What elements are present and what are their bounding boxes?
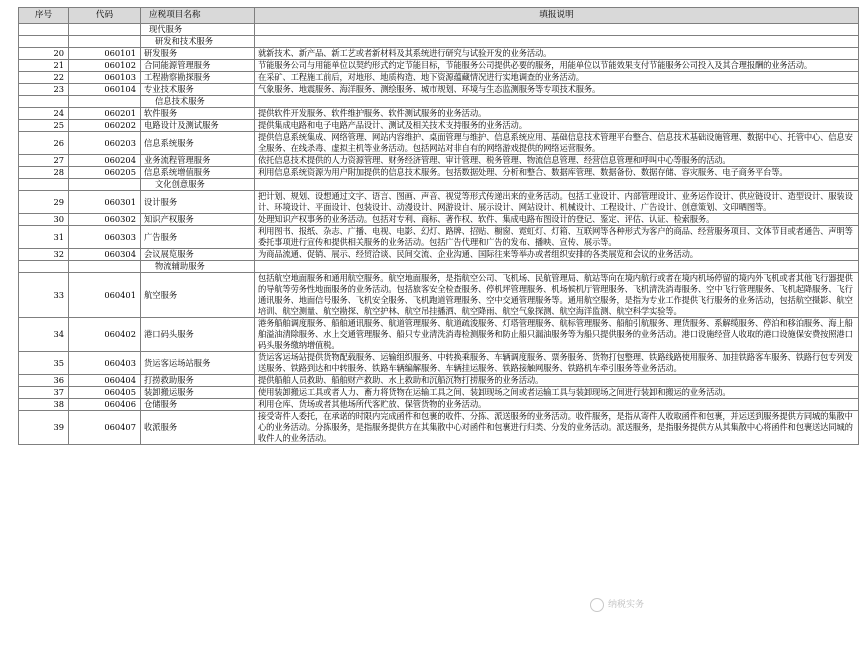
table-row	[19, 249, 859, 261]
desc-cell: 港务船舶调度服务、船舶通讯服务、航道管理服务、航道疏浚服务、灯塔管理服务、航标管理服务、船舶引航服务、理货服务、系解缆服务、停泊和移泊服务、海上船舶溢油清除服务、水上交通管理服务、船只专业清洗消毒检测服务和防止船只漏油服务等为船只提供服务的业务活动。港口设施经营人收取的港口设施保安费按照港口码头服务缴纳增值税。	[255, 318, 859, 352]
table-row	[19, 120, 859, 132]
category-row	[19, 96, 859, 108]
seq-cell	[19, 96, 69, 108]
table-row	[19, 108, 859, 120]
code-cell: 060203	[69, 132, 141, 155]
table-row	[19, 387, 859, 399]
table-row	[19, 411, 859, 445]
code-cell: 060201	[69, 108, 141, 120]
seq-cell: 20	[19, 48, 69, 60]
code-cell: 060401	[69, 273, 141, 318]
code-cell: 060204	[69, 155, 141, 167]
table-row	[19, 273, 859, 318]
table-row	[19, 352, 859, 375]
seq-cell: 39	[19, 411, 69, 445]
item-name-cell: 研发服务	[141, 48, 255, 60]
item-name-cell: 会议展览服务	[141, 249, 255, 261]
seq-cell: 36	[19, 375, 69, 387]
code-cell	[69, 179, 141, 191]
item-name-cell: 设计服务	[141, 191, 255, 214]
desc-cell: 利用图书、报纸、杂志、广播、电视、电影、幻灯、路牌、招贴、橱窗、霓虹灯、灯箱、互联网等各种形式为客户的商品、经营服务项目、文体节目或者通告、声明等委托事项进行宣传和提供相关服务的业务活动。包括广告代理和广告的发布、播映、宣传、展示等。	[255, 226, 859, 249]
seq-cell	[19, 36, 69, 48]
table-row	[19, 191, 859, 214]
code-cell: 060301	[69, 191, 141, 214]
table-row	[19, 226, 859, 249]
code-cell: 060302	[69, 214, 141, 226]
code-cell: 060303	[69, 226, 141, 249]
item-name-cell: 信息系统服务	[141, 132, 255, 155]
desc-cell	[255, 96, 859, 108]
desc-cell: 节能服务公司与用能单位以契约形式约定节能目标，节能服务公司提供必要的服务，用能单位以节能效果支付节能服务公司投入及其合理报酬的业务活动。	[255, 60, 859, 72]
category-name: 文化创意服务	[141, 179, 255, 191]
desc-cell: 利用信息系统资源为用户附加提供的信息技术服务。包括数据处理、分析和整合、数据库管理、数据备份、数据存储、容灾服务、电子商务平台等。	[255, 167, 859, 179]
category-name: 研发和技术服务	[141, 36, 255, 48]
code-cell: 060404	[69, 375, 141, 387]
desc-cell: 就新技术、新产品、新工艺或者新材料及其系统进行研究与试验开发的业务活动。	[255, 48, 859, 60]
table-row	[19, 72, 859, 84]
table-row	[19, 375, 859, 387]
table-header-row	[19, 8, 859, 24]
item-name-cell: 知识产权服务	[141, 214, 255, 226]
watermark-text: 纳税实务	[608, 600, 645, 610]
desc-cell: 货运客运场站提供货物配载服务、运输组织服务、中转换乘服务、车辆调度服务、票务服务、货物打包整理、铁路线路使用服务、加挂铁路客车服务、铁路行包专列发送服务、铁路到达和中转服务、铁路车辆编解服务、车辆挂运服务、铁路接触网服务、铁路机车牵引服务等业务活动。	[255, 352, 859, 375]
seq-cell: 34	[19, 318, 69, 352]
tax-item-table-sheet	[18, 7, 858, 445]
desc-cell: 依托信息技术提供的人力资源管理、财务经济管理、审计管理、税务管理、物流信息管理、经营信息管理和呼叫中心等服务的活动。	[255, 155, 859, 167]
code-cell	[69, 96, 141, 108]
desc-cell	[255, 24, 859, 36]
item-name-cell: 收派服务	[141, 411, 255, 445]
seq-cell: 23	[19, 84, 69, 96]
item-name-cell: 软件服务	[141, 108, 255, 120]
seq-cell: 35	[19, 352, 69, 375]
code-cell	[69, 36, 141, 48]
category-name: 现代服务	[141, 24, 255, 36]
table-row	[19, 132, 859, 155]
desc-cell: 提供信息系统集成、网络管理、网站内容维护、桌面管理与维护、信息系统应用、基础信息技术管理平台整合、信息技术基础设施管理、数据中心、托管中心、信息安全服务、在线杀毒、虚拟主机等业务活动。包括网站对非自有的网络游戏提供的网络运营服务。	[255, 132, 859, 155]
category-row	[19, 36, 859, 48]
code-cell: 060402	[69, 318, 141, 352]
desc-cell: 利用仓库、货场或者其他场所代客贮放、保管货物的业务活动。	[255, 399, 859, 411]
seq-cell: 24	[19, 108, 69, 120]
seq-cell: 37	[19, 387, 69, 399]
header-desc: 填报说明	[255, 8, 859, 24]
table-row	[19, 48, 859, 60]
seq-cell: 25	[19, 120, 69, 132]
seq-cell: 33	[19, 273, 69, 318]
item-name-cell: 合同能源管理服务	[141, 60, 255, 72]
seq-cell: 27	[19, 155, 69, 167]
tax-item-table	[18, 7, 859, 445]
seq-cell: 30	[19, 214, 69, 226]
category-name: 信息技术服务	[141, 96, 255, 108]
category-row	[19, 24, 859, 36]
table-row	[19, 214, 859, 226]
code-cell: 060407	[69, 411, 141, 445]
item-name-cell: 专业技术服务	[141, 84, 255, 96]
item-name-cell: 仓储服务	[141, 399, 255, 411]
desc-cell	[255, 179, 859, 191]
wechat-logo-icon	[590, 598, 604, 612]
seq-cell: 21	[19, 60, 69, 72]
desc-cell: 提供软件开发服务、软件维护服务、软件测试服务的业务活动。	[255, 108, 859, 120]
item-name-cell: 航空服务	[141, 273, 255, 318]
code-cell: 060202	[69, 120, 141, 132]
code-cell: 060403	[69, 352, 141, 375]
item-name-cell: 电路设计及测试服务	[141, 120, 255, 132]
desc-cell	[255, 261, 859, 273]
header-code: 代码	[69, 8, 141, 24]
item-name-cell: 广告服务	[141, 226, 255, 249]
seq-cell	[19, 179, 69, 191]
category-row	[19, 179, 859, 191]
item-name-cell: 装卸搬运服务	[141, 387, 255, 399]
code-cell: 060101	[69, 48, 141, 60]
header-seq: 序号	[19, 8, 69, 24]
seq-cell: 31	[19, 226, 69, 249]
desc-cell: 提供集成电路和电子电路产品设计、测试及相关技术支持服务的业务活动。	[255, 120, 859, 132]
table-row	[19, 84, 859, 96]
header-name: 应税项目名称	[141, 8, 255, 24]
item-name-cell: 业务流程管理服务	[141, 155, 255, 167]
code-cell: 060304	[69, 249, 141, 261]
table-row	[19, 167, 859, 179]
seq-cell: 32	[19, 249, 69, 261]
code-cell: 060405	[69, 387, 141, 399]
category-row	[19, 261, 859, 273]
code-cell: 060103	[69, 72, 141, 84]
desc-cell: 处理知识产权事务的业务活动。包括对专利、商标、著作权、软件、集成电路布图设计的登记、鉴定、评估、认证、检索服务。	[255, 214, 859, 226]
desc-cell: 把计划、规划、设想通过文字、语言、图画、声音、视觉等形式传递出来的业务活动。包括工业设计、内部管理设计、业务运作设计、供应链设计、造型设计、服装设计、环境设计、平面设计、包装设计、动漫设计、网游设计、展示设计、网站设计、机械设计、工程设计、广告设计、创意策划、文印晒图等。	[255, 191, 859, 214]
watermark	[590, 597, 644, 612]
desc-cell: 气象服务、地震服务、海洋服务、测绘服务、城市规划、环境与生态监测服务等专项技术服务。	[255, 84, 859, 96]
table-row	[19, 155, 859, 167]
table-row	[19, 60, 859, 72]
code-cell: 060104	[69, 84, 141, 96]
code-cell	[69, 261, 141, 273]
desc-cell: 接受寄件人委托，在承诺的时限内完成函件和包裹的收件、分拣、派送服务的业务活动。收件服务，是指从寄件人收取函件和包裹，并运送到服务提供方同城的集散中心的业务活动。分拣服务，是指服务提供方在其集散中心对函件和包裹进行归类、分发的业务活动。派送服务，是指服务提供方从其集散中心将函件和包裹送达同城的收件人的业务活动。	[255, 411, 859, 445]
table-body	[19, 24, 859, 445]
desc-cell: 包括航空地面服务和通用航空服务。航空地面服务，是指航空公司、飞机场、民航管理局、航站等向在境内航行或者在境内机场停留的境内外飞机或者其他飞行器提供的导航等劳务性地面服务的业务活动。包括旅客安全检查服务、停机坪管理服务、机场候机厅管理服务、飞机清洗消毒服务、空中飞行管理服务、飞机起降服务、飞行通讯服务、地面信号服务、飞机安全服务、飞机跑道管理服务、空中交通管理服务等。通用航空服务，是指为专业工作提供飞行服务的业务活动，包括航空摄影、航空培训、航空测量、航空勘探、航空护林、航空吊挂播洒、航空降雨、航空气象探测、航空海洋监测、航空科学实验等。	[255, 273, 859, 318]
item-name-cell: 打捞救助服务	[141, 375, 255, 387]
seq-cell: 38	[19, 399, 69, 411]
code-cell: 060205	[69, 167, 141, 179]
item-name-cell: 工程勘察勘探服务	[141, 72, 255, 84]
table-row	[19, 399, 859, 411]
desc-cell: 在采矿、工程施工前后，对地形、地质构造、地下资源蕴藏情况进行实地调查的业务活动。	[255, 72, 859, 84]
desc-cell	[255, 36, 859, 48]
code-cell: 060406	[69, 399, 141, 411]
item-name-cell: 港口码头服务	[141, 318, 255, 352]
desc-cell: 为商品流通、促销、展示、经贸洽谈、民间交流、企业沟通、国际往来等举办或者组织安排的各类展览和会议的业务活动。	[255, 249, 859, 261]
seq-cell	[19, 261, 69, 273]
table-row	[19, 318, 859, 352]
code-cell: 060102	[69, 60, 141, 72]
seq-cell: 28	[19, 167, 69, 179]
code-cell	[69, 24, 141, 36]
seq-cell	[19, 24, 69, 36]
seq-cell: 26	[19, 132, 69, 155]
item-name-cell: 信息系统增值服务	[141, 167, 255, 179]
item-name-cell: 货运客运场站服务	[141, 352, 255, 375]
seq-cell: 22	[19, 72, 69, 84]
desc-cell: 使用装卸搬运工具或者人力、畜力将货物在运输工具之间、装卸现场之间或者运输工具与装卸现场之间进行装卸和搬运的业务活动。	[255, 387, 859, 399]
category-name: 物流辅助服务	[141, 261, 255, 273]
seq-cell: 29	[19, 191, 69, 214]
desc-cell: 提供船舶人员救助、船舶财产救助、水上救助和沉船沉物打捞服务的业务活动。	[255, 375, 859, 387]
